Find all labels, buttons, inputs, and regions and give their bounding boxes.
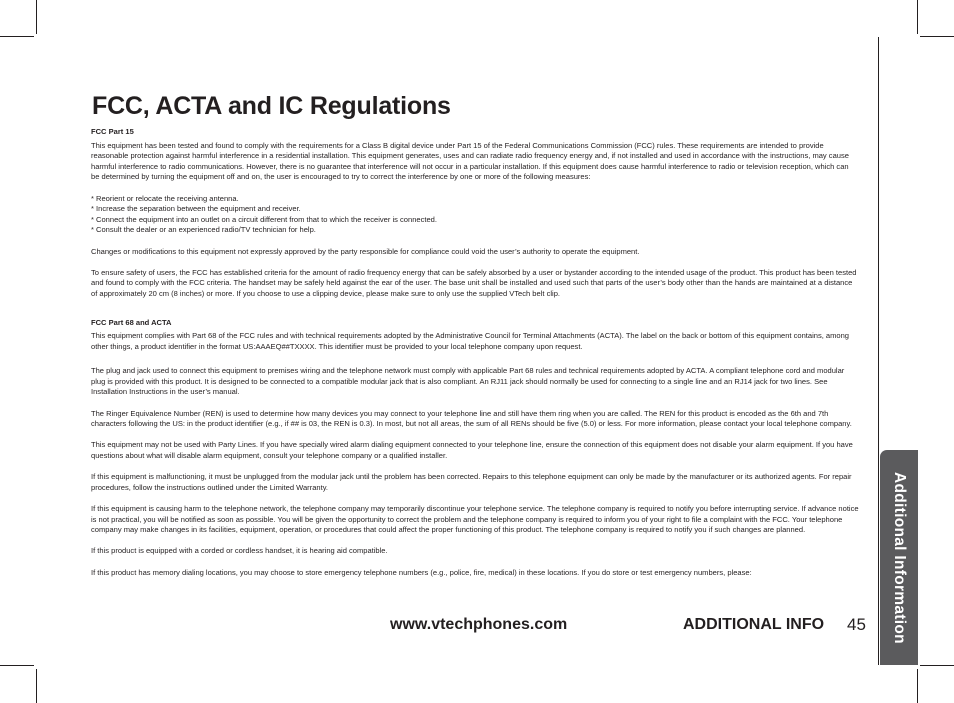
section-heading-fcc68: FCC Part 68 and ACTA xyxy=(91,317,172,327)
list-item: * Connect the equipment into an outlet on a circuit different from that to which the receiver is connected. xyxy=(91,214,437,224)
paragraph: If this product is equipped with a corded or cordless handset, it is hearing aid compatible. xyxy=(91,546,388,556)
paragraph: If this equipment is malfunctioning, it must be unplugged from the modular jack until the problem has been corrected. Repairs to this telephone equipment can only be made by the manufacturer or its authorized agents. For repair procedures, follow the instructions outlined under the Limited Warranty. xyxy=(91,472,852,492)
footer-section-name: ADDITIONAL INFO xyxy=(683,616,825,633)
crop-mark xyxy=(0,665,34,666)
list-item: * Consult the dealer or an experienced radio/TV technician for help. xyxy=(91,225,316,235)
crop-mark xyxy=(36,669,37,703)
section-heading-fcc15: FCC Part 15 xyxy=(91,127,134,136)
crop-mark xyxy=(917,0,918,34)
page-number: 45 xyxy=(847,615,866,634)
crop-mark xyxy=(0,36,34,37)
list-item: * Reorient or relocate the receiving antenna. xyxy=(91,193,239,203)
document-body xyxy=(91,127,859,578)
paragraph: To ensure safety of users, the FCC has established criteria for the amount of radio frequency energy that can be safely absorbed by a user or bystander according to the intended usage of the product. This product has been tested and found to comply with the FCC criteria. The handset may be safely held against the ear of the user. The base unit shall be installed and used such that parts of the user’s body other than the hands are maintained at a distance of approximately 20 cm (8 inches) or more. If you choose to use a clipping device, please make sure to only use the supplied VTech belt clip. xyxy=(91,267,857,298)
crop-mark xyxy=(920,36,954,37)
paragraph: If this product has memory dialing locations, you may choose to store emergency telephone numbers (e.g., police, fire, medical) in these locations. If you do store or test emergency numbers, please: xyxy=(91,567,752,577)
section-tab-text: Additional Information xyxy=(891,471,908,644)
page-title: FCC, ACTA and IC Regulations xyxy=(92,92,451,120)
paragraph: The plug and jack used to connect this equipment to premises wiring and the telephone network must comply with applicable Part 68 rules and technical requirements adopted by ACTA. A compliant telephone cord and modular plug is provided with this product. It is designed to be connected to a compatible modular jack that is also compliant. An RJ11 jack should normally be used for connecting to a single line and an RJ14 jack for two lines. See Installation Instructions in the user’s manual. xyxy=(91,366,845,397)
section-tab-label xyxy=(880,450,918,665)
crop-mark xyxy=(917,669,918,703)
list-item: * Increase the separation between the equipment and receiver. xyxy=(91,204,301,214)
paragraph: This equipment complies with Part 68 of the FCC rules and with technical requirements adopted by the Administrative Council for Terminal Attachments (ACTA). The label on the back or bottom of this equipment contains, among other things, a product identifier in the format US:AAAEQ##TXXXX. This identifier must be provided to your local telephone company upon request. xyxy=(91,331,850,351)
footer-url: www.vtechphones.com xyxy=(390,616,568,633)
measures-list xyxy=(91,194,859,236)
crop-mark xyxy=(36,0,37,34)
paragraph: Changes or modifications to this equipment not expressly approved by the party responsible for compliance could void the user’s authority to operate the equipment. xyxy=(91,246,640,256)
paragraph: If this equipment is causing harm to the telephone network, the telephone company may temporarily discontinue your telephone service. The telephone company is required to notify you before interrupting service. If advance notice is not practical, you will be notified as soon as possible. You will be given the opportunity to correct the problem and the telephone company is required to inform you of your right to file a complaint with the FCC. Your telephone company may make changes in its facilities, equipment, operation, or procedures that could affect the proper functioning of this product. The telephone company is required to notify you if such changes are planned. xyxy=(91,504,859,535)
paragraph: This equipment has been tested and found to comply with the requirements for a Class B digital device under Part 15 of the Federal Communications Commission (FCC) rules. These requirements are intended to provide reasonable protection against harmful interference in a residential installation. This equipment generates, uses and can radiate radio frequency energy and, if not installed and used in accordance with the instructions, may cause harmful interference to radio communications. However, there is no guarantee that interference will not occur in a particular installation. If this equipment does cause harmful interference to radio or television reception, which can be determined by turning the equipment off and on, the user is encouraged to try to correct the interference by one or more of the following measures: xyxy=(91,140,849,182)
paragraph: This equipment may not be used with Party Lines. If you have specially wired alarm dialing equipment connected to your telephone line, ensure the connection of this equipment does not disable your alarm equipment. If you have questions about what will disable alarm equipment, consult your telephone company or a qualified installer. xyxy=(91,440,853,461)
crop-mark xyxy=(920,665,954,666)
paragraph: The Ringer Equivalence Number (REN) is used to determine how many devices you may connect to your telephone line and still have them ring when you are called. The REN for this product is encoded as the 6th and 7th characters following the US: in the product identifier (e.g., if ## is 03, the REN is 0.3). In most, but not all areas, the sum of all RENs should be five (5.0) or less. For more information, please contact your local telephone company. xyxy=(91,408,852,429)
